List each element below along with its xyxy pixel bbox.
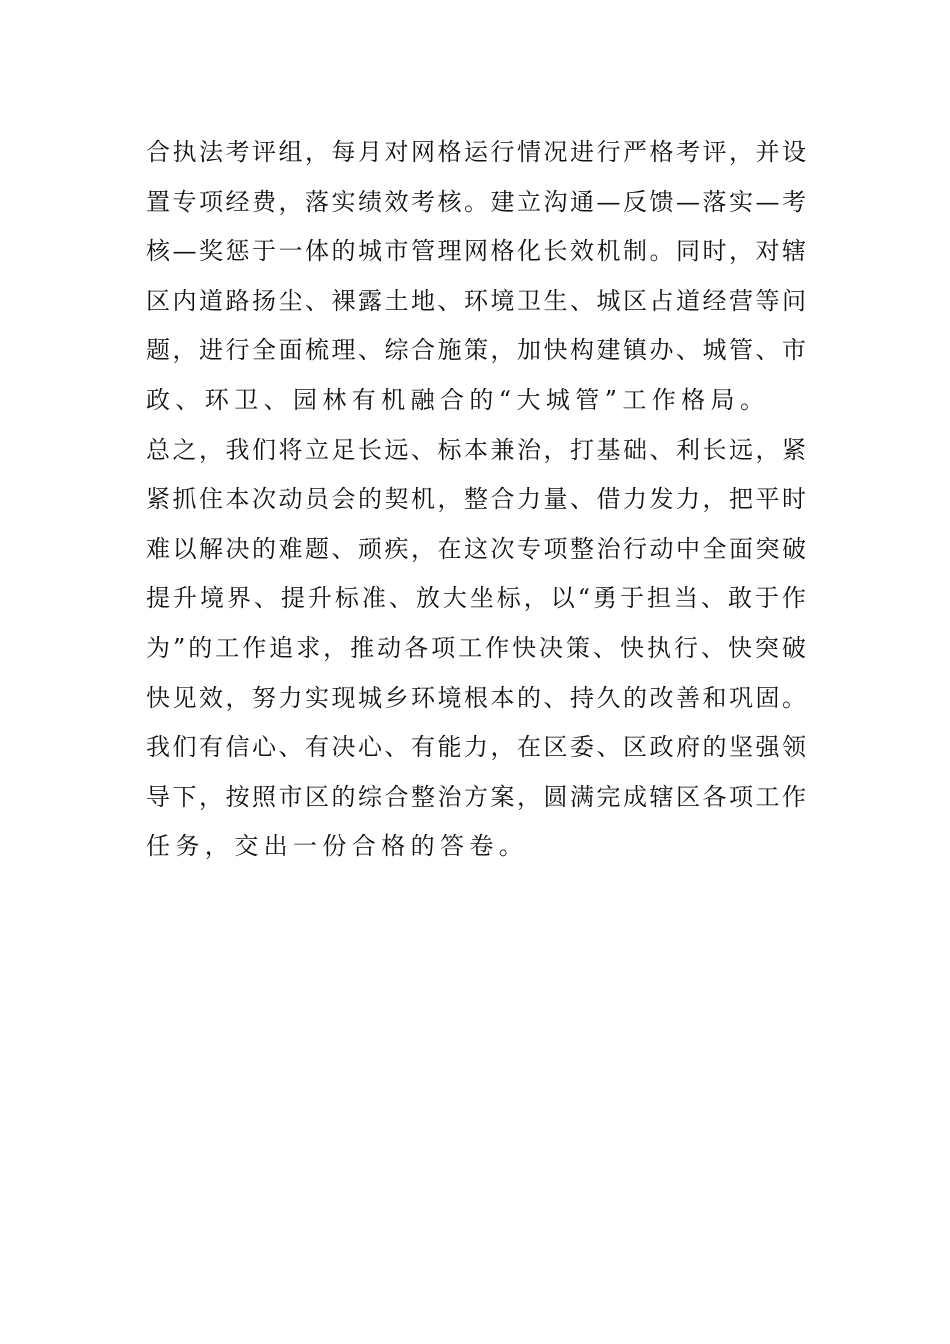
body-text — [146, 128, 806, 872]
text-line: 区 内 道 路 扬 尘 、 裸 露 土 地 、 环 境 卫 生 、 城 区 占 道 经 营 等 问 — [146, 286, 806, 315]
text-line: 导 下 ， 按 照 市 区 的 综 合 整 治 方 案 ， 圆 满 完 成 辖 区 各 项 工 作 — [146, 782, 806, 811]
text-line: 合 执 法 考 评 组 ， 每 月 对 网 格 运 行 情 况 进 行 严 格 考 评 ， 并 设 — [146, 138, 806, 166]
text-line: 题 ， 进 行 全 面 梳 理 、 综 合 施 策 ， 加 快 构 建 镇 办 、 城 管 、 市 — [146, 336, 806, 365]
text-line: 总 之 ， 我 们 将 立 足 长 远 、 标 本 兼 治 ， 打 基 础 、 利 长 远 ， 紧 — [146, 435, 806, 464]
text-line: 核 — 奖 惩 于 一 体 的 城 市 管 理 网 格 化 长 效 机 制 。 同 时 ， 对 辖 — [146, 237, 806, 266]
text-line: 难 以 解 决 的 难 题 、 顽 疾 ， 在 这 次 专 项 整 治 行 动 中 全 面 突 破 — [146, 534, 806, 563]
text-line: 为 ” 的 工 作 追 求 ， 推 动 各 项 工 作 快 决 策 、 快 执 行 、 快 突 破 — [146, 633, 806, 662]
text-line: 任务，交出一份合格的答卷。 — [146, 832, 529, 861]
text-line: 我 们 有 信 心 、 有 决 心 、 有 能 力 ， 在 区 委 、 区 政 府 的 坚 强 领 — [146, 733, 806, 762]
text-line: 提 升 境 界 、 提 升 标 准 、 放 大 坐 标 ， 以 “ 勇 于 担 当 、 敢 于 作 — [146, 584, 806, 613]
text-line: 置 专 项 经 费 ， 落 实 绩 效 考 核 。 建 立 沟 通 — 反 馈 — 落 实 — 考 — [146, 187, 806, 216]
text-line: 紧 抓 住 本 次 动 员 会 的 契 机 ， 整 合 力 量 、 借 力 发 力 ， 把 平 时 — [146, 485, 806, 514]
text-line: 快 见 效 ， 努 力 实 现 城 乡 环 境 根 本 的 、 持 久 的 改 善 和 巩 固 。 — [146, 683, 806, 712]
text-line: 政、环卫、园林有机融合的“大城管”工作格局。 — [146, 385, 770, 414]
